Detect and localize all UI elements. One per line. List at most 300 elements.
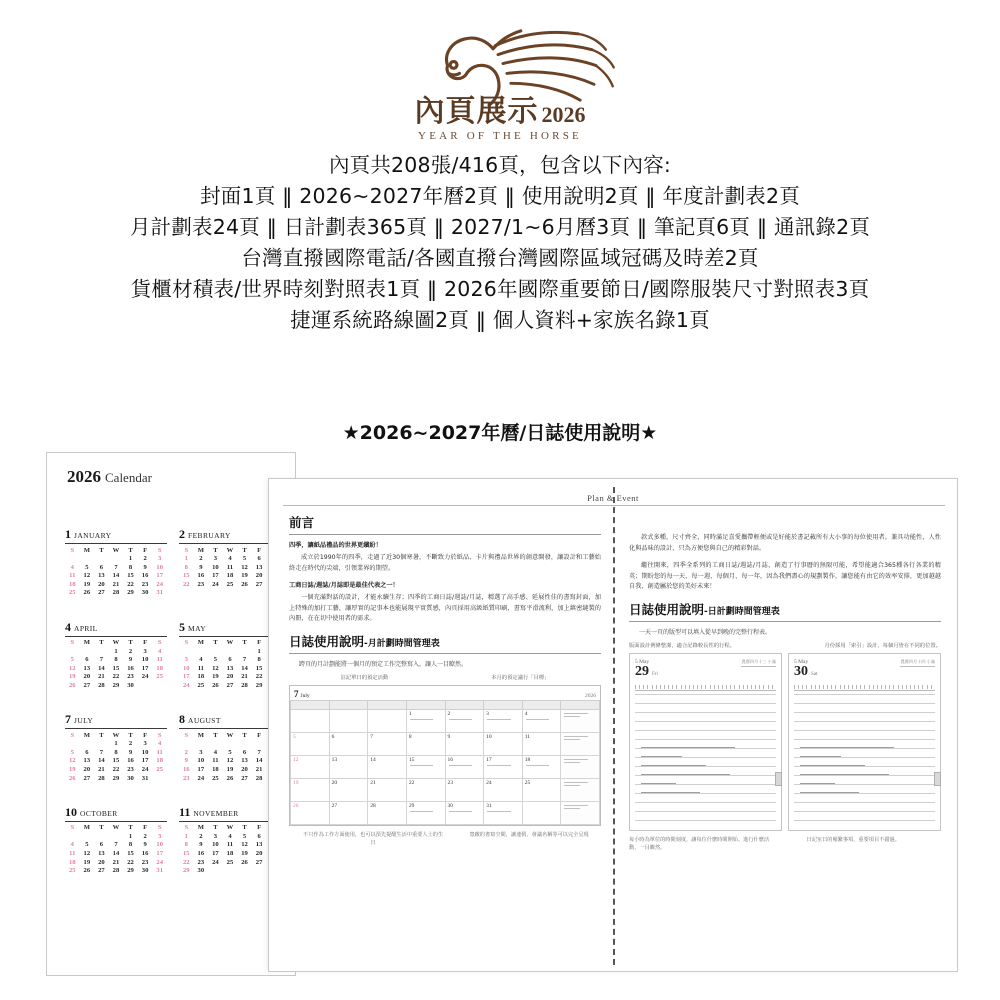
handwriting-mark [800,792,859,793]
weekday-header: W [112,731,120,739]
daily-day-number: 30 Sat [794,663,818,679]
ruled-line [635,730,776,731]
month-grid-container [65,527,281,875]
weekday-header: F [257,546,262,554]
day-cell: 26 [68,682,76,690]
weekday-header: T [242,731,247,739]
weekday-header: M [197,824,204,832]
ruled-line [794,766,935,767]
week-row [65,563,167,572]
day-cell: 30 [127,774,134,782]
day-cell: 12 [241,841,248,849]
week-row [65,589,167,598]
mock-entry-line [410,765,434,766]
weekday-header: M [83,639,90,647]
day-cell: 10 [197,757,205,765]
weekday-header: F [143,639,148,647]
day-cell: 31 [141,774,149,782]
weekday-header: T [128,639,133,647]
weekday-header: M [83,546,90,554]
day-cell [80,832,95,841]
day-cell: 15 [112,757,120,765]
weekday-header: T [99,731,104,739]
day-cell: 3 [184,656,188,664]
mock-entry-line [487,719,511,720]
day-cell: 25 [68,589,76,597]
daily-page-mock [788,653,941,831]
day-cell: 27 [98,589,105,597]
month-day-table [179,639,281,691]
mock-memo-line [564,759,588,760]
weekday-header: T [242,824,247,832]
mock-day-cell: 9 [445,732,484,755]
month-name: MAY [188,623,207,633]
ruled-line [635,766,776,767]
weekday-header: M [83,731,90,739]
daily-page-mock [629,653,782,831]
week-row [179,664,281,673]
day-cell: 30 [141,867,149,875]
day-cell: 27 [255,580,263,588]
day-cell: 2 [199,555,203,563]
month-header [65,527,167,544]
mock-entry-line [449,765,473,766]
week-row [179,774,281,783]
weekday-header: T [213,546,218,554]
day-cell: 24 [141,766,149,773]
day-cell: 22 [127,858,134,866]
daily-ruled-lines [794,694,935,821]
weekday-header: T [213,639,218,647]
mock-day-cell: 17 [484,755,523,778]
day-cell: 7 [114,563,118,571]
monthly-section-note: 跨頁的月計劃能將一個月的預定工作完整寫入，讓人一目瞭然。 [299,660,468,668]
ruled-line [794,748,935,749]
day-cell: 30 [127,682,134,690]
weekday-header: T [128,824,133,832]
ruled-line [794,739,935,740]
day-cell: 5 [228,748,232,756]
mock-day-cell: 26 [291,801,330,824]
daily-footnote-1: 每小時為單位的時間刻度，讓每位什麼時間開始、進行什麼活動，一目瞭然。 [629,836,770,851]
day-cell: 21 [112,580,120,588]
week-row [65,664,167,673]
weekday-header: F [257,731,262,739]
day-cell: 14 [112,572,120,580]
mock-week-row [291,755,600,778]
day-cell [223,589,238,590]
day-cell [109,555,124,564]
handwriting-mark [800,747,894,748]
ruled-line [635,703,776,704]
weekday-header: T [99,546,104,554]
day-cell: 15 [127,572,134,580]
daily-heading-sub: -日計劃時間管理表 [704,606,780,617]
day-cell: 17 [212,849,219,857]
mock-memo-cell [561,755,600,778]
day-cell: 5 [213,656,218,664]
daily-section-note: 一天一頁的版型可以填入從早到晚的完整行程表。 [639,628,772,636]
week-row [65,682,167,691]
day-cell: 10 [156,563,163,571]
mock-entry-line [526,765,550,766]
ruled-line [794,730,935,731]
day-cell [152,774,167,783]
day-cell: 3 [158,832,162,840]
day-cell: 31 [156,867,163,875]
day-cell: 18 [68,580,76,588]
day-cell: 14 [98,664,105,672]
day-cell: 15 [182,849,190,857]
day-cell: 7 [242,656,247,664]
mock-day-cell: 11 [522,732,561,755]
ruled-line [794,712,935,713]
daily-header [794,659,935,681]
week-row [65,867,167,876]
week-row [65,647,167,656]
calendar-word: Calendar [105,470,152,485]
day-cell: 17 [141,757,149,765]
day-cell [80,555,95,564]
day-cell: 12 [212,664,219,672]
month-day-table [65,824,167,876]
ruled-line [635,775,776,776]
mock-entry-line [487,765,511,766]
instruction-spread-panel [268,478,958,972]
ruled-line [635,712,776,713]
day-cell: 11 [156,656,163,664]
ruled-line [635,820,776,821]
description-line: 台灣直撥國際電話/各國直撥台灣國際區域冠碼及時差2頁 [241,246,759,270]
ruled-line [635,793,776,794]
day-cell [237,589,252,590]
week-row [179,555,281,564]
mock-entry-line [526,719,550,720]
mock-day-cell: 31 [484,801,523,824]
day-cell: 18 [226,849,234,857]
day-cell: 13 [226,664,234,672]
product-description [0,150,1000,336]
day-cell [208,867,223,876]
weekday-header: T [213,824,218,832]
mock-weekday-header [522,700,561,709]
weekday-header: F [143,824,148,832]
day-cell [65,832,80,841]
monthly-footnotes [289,831,601,847]
week-row [65,774,167,783]
ruled-line [635,757,776,758]
spread-right-half [629,513,941,852]
month-name: JANUARY [74,531,112,540]
day-cell: 21 [98,673,105,681]
day-cell [80,740,95,749]
day-cell: 18 [212,766,219,773]
mock-day-cell: 25 [522,778,561,801]
ruled-line [794,775,935,776]
mock-entry-line [449,811,473,812]
weekday-header: T [213,731,218,739]
month-day-table [179,824,281,876]
day-cell: 30 [141,589,149,597]
day-cell: 20 [83,673,91,681]
daily-callout-right: 月份採用「索引」設計，每個月皆在不同的位置。 [824,642,941,649]
day-cell: 5 [70,748,74,756]
day-cell: 15 [112,664,120,672]
week-row [65,757,167,766]
month-day-table [65,639,167,691]
month-header [179,527,281,544]
mock-weekday-header [368,700,407,709]
mock-day-cell: 12 [291,755,330,778]
day-cell: 4 [199,656,203,664]
day-cell [94,647,109,656]
day-cell: 3 [158,555,162,563]
week-row [179,849,281,858]
day-cell: 14 [98,757,105,765]
ruled-line [635,802,776,803]
day-cell: 6 [99,841,104,849]
handwriting-mark [800,756,841,757]
weekday-header: S [184,546,189,554]
day-cell: 24 [212,858,219,866]
day-cell: 15 [127,849,134,857]
day-cell [237,867,252,876]
mock-memo-header [561,700,600,709]
mock-day-cell: 27 [329,801,368,824]
weekday-header: S [70,639,75,647]
day-cell: 27 [226,682,234,690]
footnote-1: 不只作為工作方面使用，也可以預先提醒生活中重要人士的生日 [303,831,444,846]
day-cell: 19 [241,572,248,580]
mock-month-table [290,700,600,825]
day-cell: 23 [127,673,134,681]
day-cell [152,682,167,691]
logo-subtitle: YEAR OF THE HORSE [418,130,582,142]
month-header [179,712,281,729]
day-cell: 28 [241,682,248,690]
day-cell: 13 [98,849,105,857]
callout-right: 本月的預定議行「目標」 [491,674,550,681]
week-row [179,766,281,775]
day-cell: 2 [143,555,147,563]
book-gutter [613,487,615,965]
day-cell: 13 [255,841,263,849]
handwriting-mark [641,783,676,784]
day-cell: 11 [212,757,219,765]
day-cell: 28 [98,682,105,690]
day-cell: 8 [114,656,118,664]
brand-logo [0,22,1000,142]
week-row [65,555,167,564]
mock-week-row [291,778,600,801]
daily-weekday: Sat [811,671,818,677]
mock-day-cell: 6 [329,732,368,755]
day-cell: 17 [197,766,205,773]
daily-callouts [629,642,941,650]
month-number: 4 [65,619,71,634]
day-cell: 28 [112,589,120,597]
day-cell: 4 [228,832,232,840]
mock-day-cell: 3 [484,709,523,732]
week-row [65,673,167,682]
mock-weekday-header [291,700,330,709]
mock-memo-line [564,739,579,740]
section-title: ★2026~2027年曆/日誌使用說明★ [342,422,658,444]
mock-day-cell: 30 [445,801,484,824]
hour-ruler [635,685,776,691]
handwriting-mark [641,756,682,757]
week-row [179,682,281,691]
week-row [65,580,167,589]
day-cell: 14 [112,849,120,857]
mock-weekday-header [406,700,445,709]
handwriting-mark [641,765,706,766]
month-name: FEBRUARY [188,531,231,540]
day-cell: 8 [184,841,188,849]
day-cell: 22 [127,580,134,588]
preface-lead-2: 工商日誌/週誌/月誌即是最佳代表之一！ [289,582,399,589]
day-cell: 18 [226,572,234,580]
month-block [65,527,167,598]
day-cell [80,647,95,656]
day-cell: 9 [184,757,188,765]
mock-weekday-header [484,700,523,709]
day-cell [252,589,267,590]
day-cell: 29 [112,682,120,690]
week-row [65,572,167,581]
mock-day-cell: 13 [329,755,368,778]
day-cell: 1 [128,555,133,563]
day-cell: 26 [241,858,248,866]
day-cell: 17 [212,572,219,580]
day-cell: 2 [184,748,188,756]
day-cell [109,832,124,841]
day-cell: 27 [255,858,263,866]
day-cell: 9 [143,563,147,571]
mock-memo-line [564,716,579,717]
monthly-heading-main: 日誌使用說明 [289,633,365,649]
callout-left: 註記單日的預定活動 [340,674,389,681]
description-line: 貨櫃材積表/世界時刻對照表1頁 ‖ 2026年國際重要節日/國際服裝尺寸對照表3頁 [130,277,870,301]
mock-day-cell: 28 [368,801,407,824]
mock-weekday-header [445,700,484,709]
week-row [179,572,281,581]
week-row [179,740,281,749]
mock-day-cell: 7 [368,732,407,755]
day-cell: 3 [199,748,203,756]
day-cell: 10 [141,656,149,664]
day-cell [194,740,209,749]
day-cell: 29 [112,774,120,782]
mock-day-cell: 14 [368,755,407,778]
day-cell: 14 [255,757,263,765]
day-cell: 25 [156,766,163,773]
day-cell: 5 [242,832,247,840]
day-cell: 9 [128,656,133,664]
mock-memo-line [564,762,579,763]
weekday-header: S [70,824,75,832]
day-cell: 7 [99,748,104,756]
mock-day-cell: 20 [329,778,368,801]
day-cell: 25 [212,774,219,782]
description-line: 捷運系統路線圖2頁 ‖ 個人資料+家族名錄1頁 [290,308,710,332]
month-header [179,805,281,822]
handwriting-mark [641,747,735,748]
day-cell: 25 [226,858,234,866]
day-cell: 16 [182,766,190,773]
day-cell: 10 [156,841,163,849]
week-row [179,647,281,656]
day-cell [252,740,267,749]
week-row [179,748,281,757]
mock-day-cell: 18 [522,755,561,778]
day-cell [65,647,80,656]
day-cell: 19 [212,673,219,681]
mock-week-row [291,801,600,824]
day-cell: 26 [226,774,234,782]
weekday-header: F [143,546,148,554]
day-cell: 5 [85,841,89,849]
weekday-header: W [112,546,120,554]
day-cell: 7 [114,841,118,849]
day-cell: 16 [197,572,205,580]
ruled-line [635,811,776,812]
week-row [179,589,281,590]
day-cell [208,740,223,749]
ruled-line [794,793,935,794]
mock-memo-line [564,736,588,737]
week-row [65,832,167,841]
day-cell [179,589,194,590]
day-cell: 19 [226,766,234,773]
month-day-table [179,731,281,783]
day-cell: 3 [213,832,218,840]
day-cell: 25 [68,867,76,875]
weekday-header: S [157,731,162,739]
day-cell: 17 [156,572,163,580]
day-cell: 2 [199,832,203,840]
weekday-header: W [112,639,120,647]
day-cell: 19 [83,580,91,588]
day-cell: 14 [241,664,248,672]
week-row [179,832,281,841]
daily-month-label: 5 May [794,658,809,665]
week-row [179,858,281,867]
day-cell: 21 [241,673,248,681]
mock-weekday-header [329,700,368,709]
day-cell: 1 [257,647,261,655]
day-cell: 15 [255,664,263,672]
mock-memo-line [564,805,588,806]
day-cell: 25 [156,673,163,681]
day-cell: 3 [213,555,218,563]
day-cell: 16 [197,849,205,857]
day-cell [223,740,238,749]
day-cell: 13 [98,572,105,580]
week-row [179,673,281,682]
day-cell [237,740,252,749]
weekday-header: M [197,546,204,554]
mock-memo-cell [561,709,600,732]
daily-section-heading [629,600,941,622]
day-cell [223,867,238,876]
ruled-line [794,694,935,695]
month-index-tab [934,772,941,786]
day-cell: 29 [182,867,190,875]
handwriting-mark [800,783,835,784]
month-block [65,620,167,691]
day-cell [252,867,267,876]
